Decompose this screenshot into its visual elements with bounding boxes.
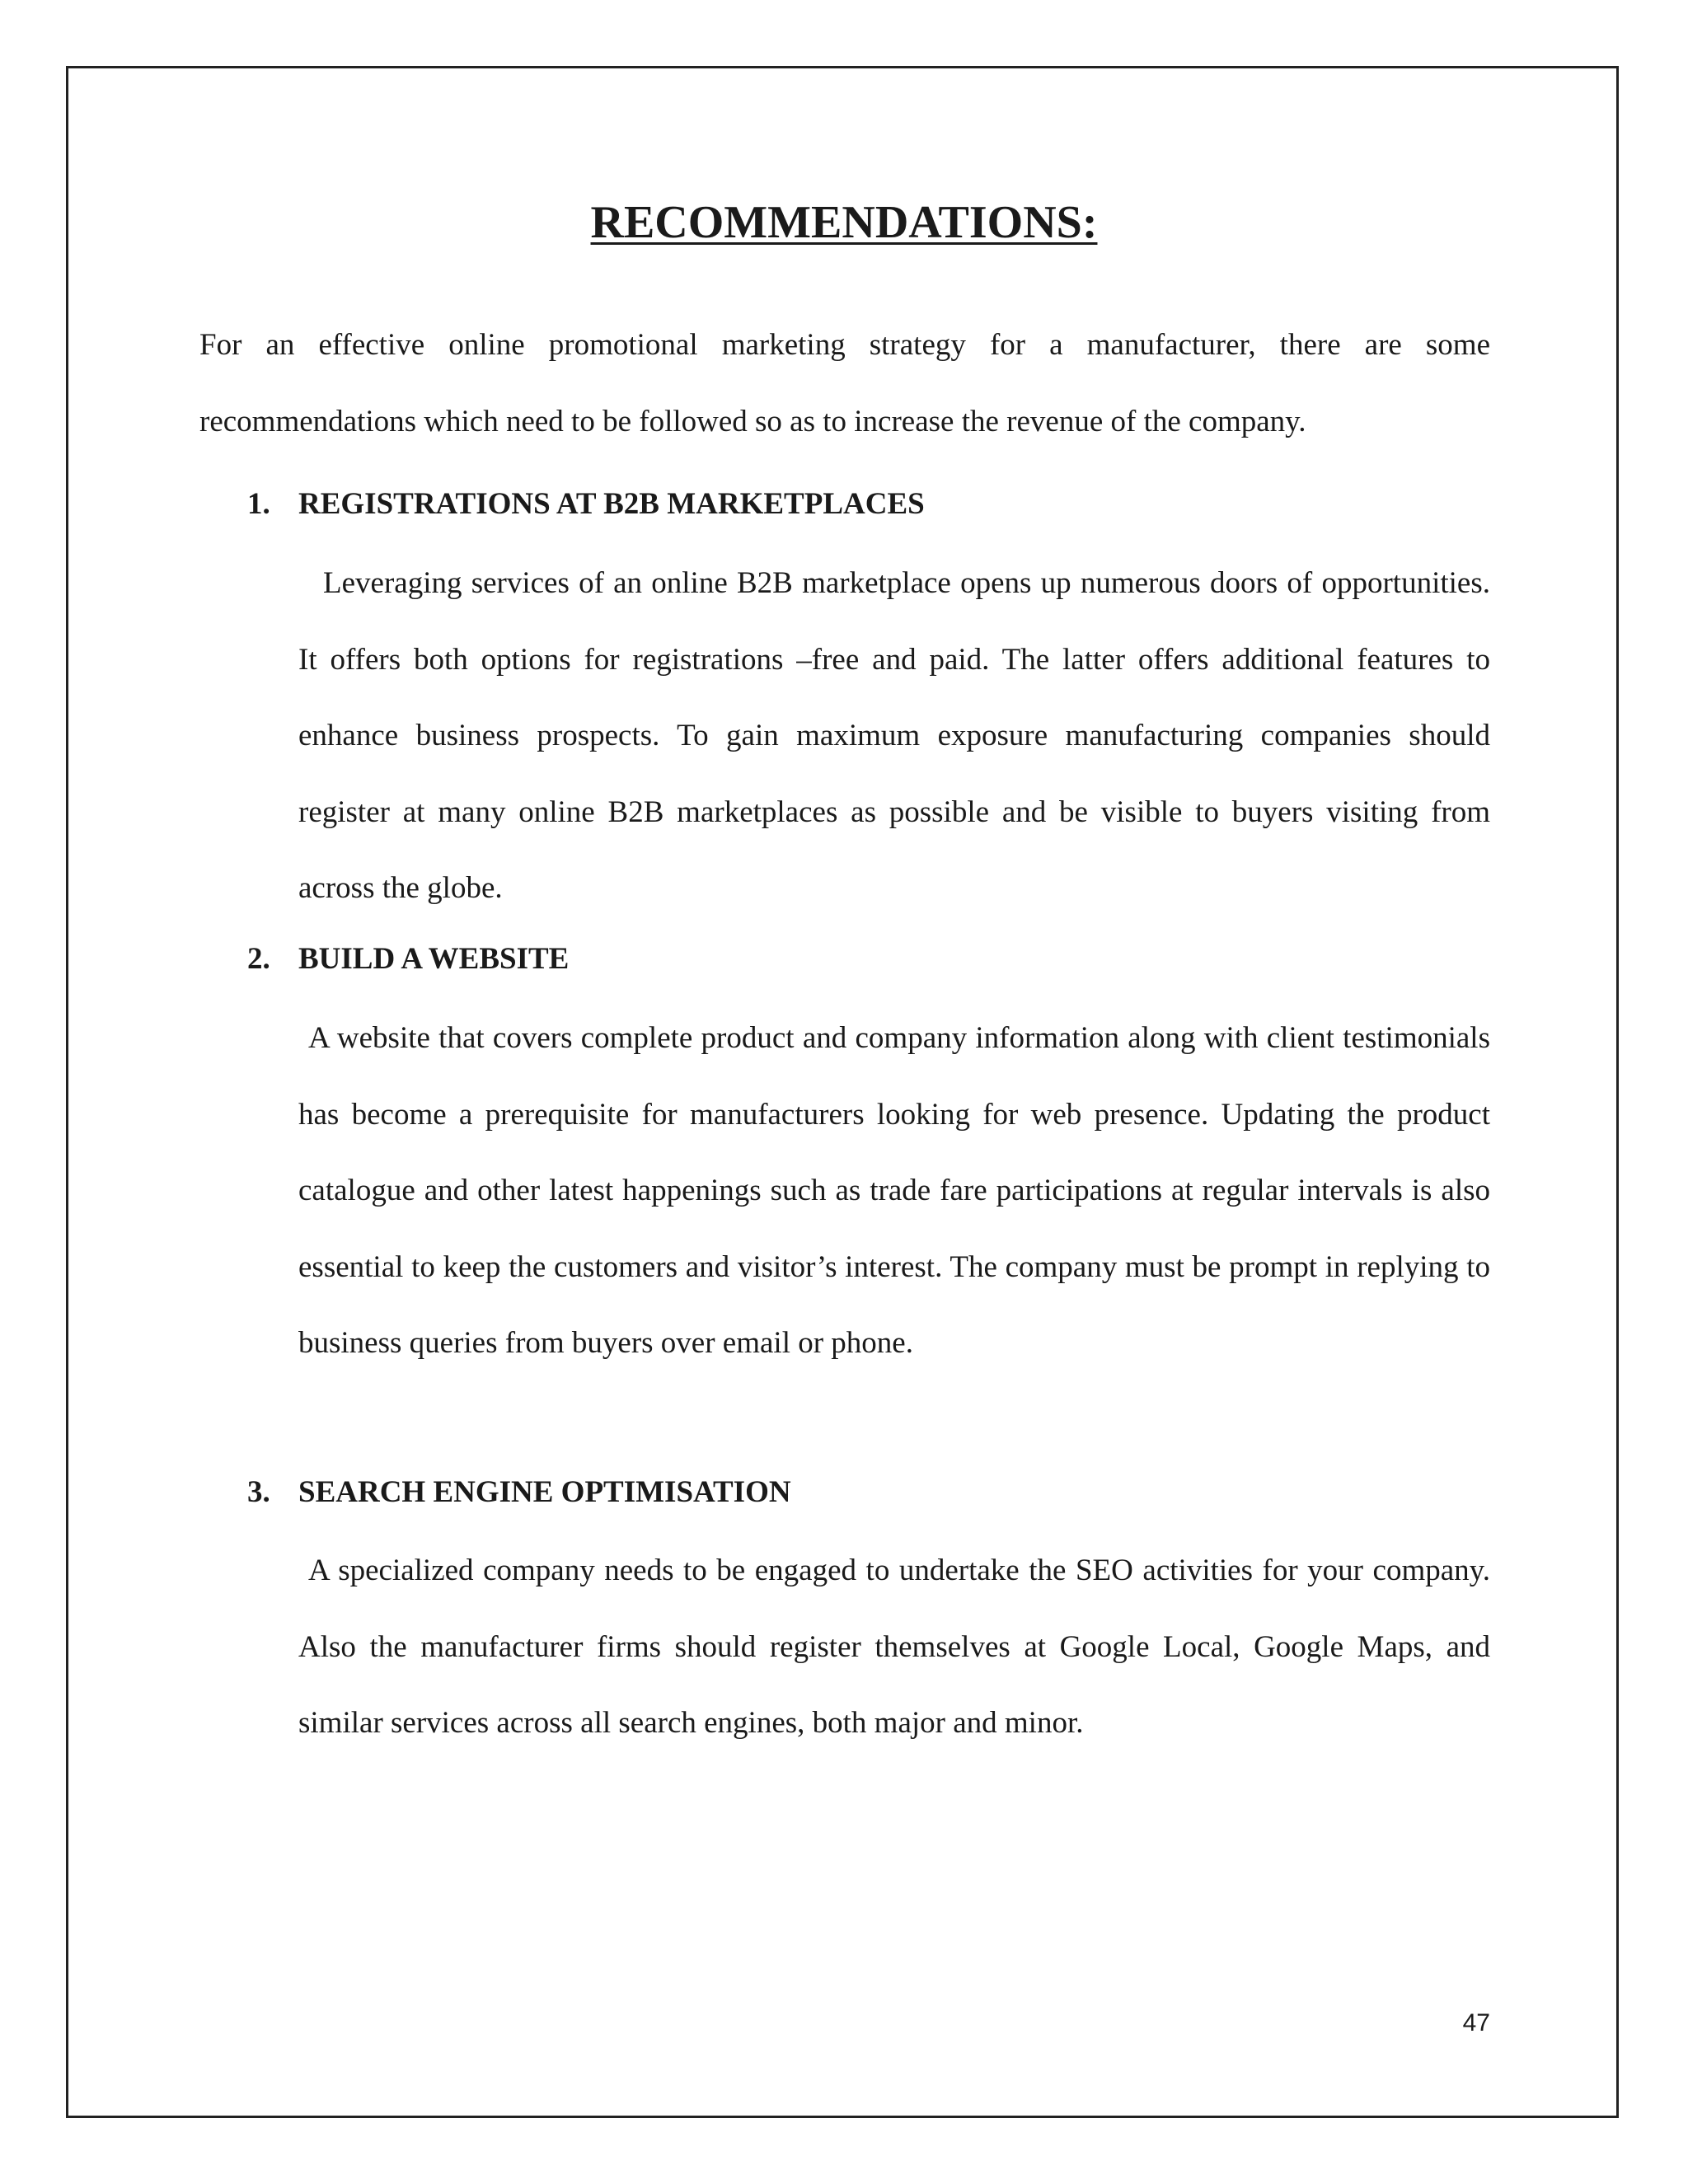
section-body-website: A website that covers complete product and company information along with client testimonials has become a prerequisite for manufacturers looking for web presence. Updating the product catalogue and other latest happenings such as trade fare participations at regular intervals is also essential to keep the customers and visitor’s interest. The company must be prompt in replying to business queries from buyers over email or phone. [298, 1021, 1490, 1360]
section-number: 3. [247, 1475, 270, 1509]
section-number: 2. [247, 942, 270, 976]
section-body-registrations: Leveraging services of an online B2B marketplace opens up numerous doors of opportunities. It offers both options for registrations –free and paid. The latter offers additional features to enhance business prospects. To gain maximum exposure manufacturing companies should register at many online B2B marketplaces as possible and be visible to buyers visiting from across the globe. [298, 566, 1490, 905]
section-heading-text: REGISTRATIONS AT B2B MARKETPLACES [298, 487, 925, 521]
section-number: 1. [247, 487, 270, 521]
section-heading-text: SEARCH ENGINE OPTIMISATION [298, 1475, 791, 1509]
intro-paragraph: For an effective online promotional marketing strategy for a manufacturer, there are some recommendations which need to be followed so as to increase the revenue of the company. [199, 328, 1490, 438]
section-heading-registrations [247, 486, 925, 522]
page-title: RECOMMENDATIONS: [590, 197, 1098, 248]
section-body-seo: A specialized company needs to be engaged to undertake the SEO activities for your company. Also the manufacturer firms should register themselves at Google Local, Google Maps, and similar services across all search engines, both major and minor. [298, 1554, 1490, 1740]
section-heading-text: BUILD A WEBSITE [298, 942, 570, 976]
section-heading-seo [247, 1474, 791, 1510]
section-heading-website [247, 941, 569, 977]
page-number: 47 [1462, 2009, 1490, 2036]
